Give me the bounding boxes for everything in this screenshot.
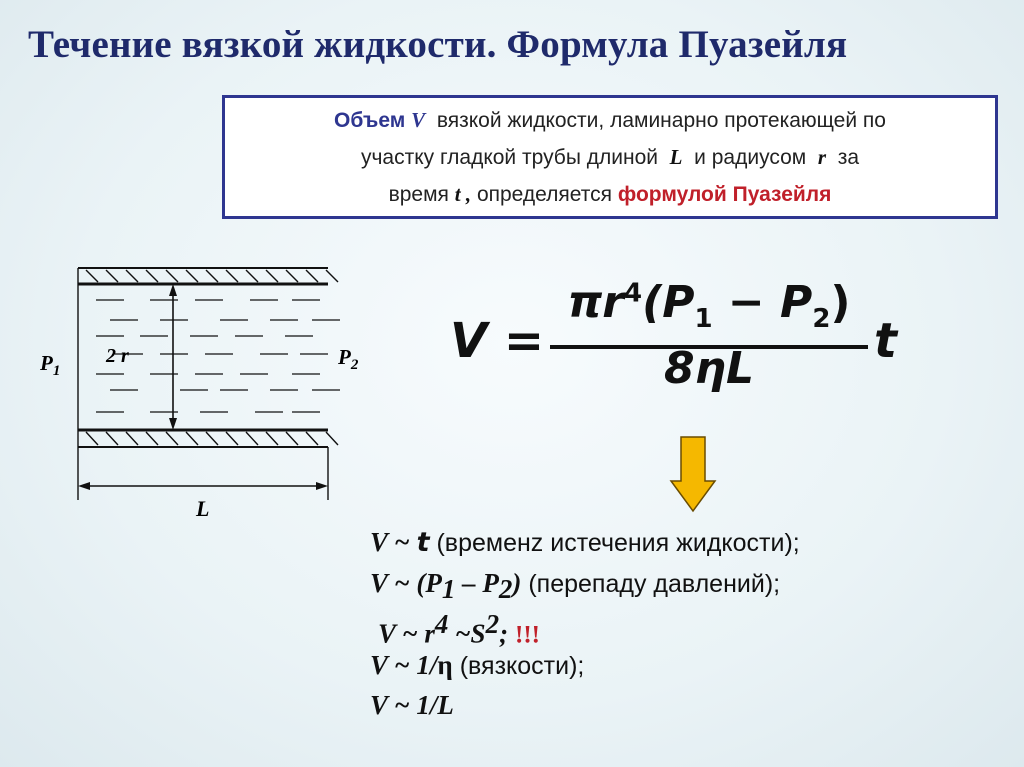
- down-arrow-icon: [668, 435, 718, 515]
- relation-radius: V ~ $r^4$ $\sim S^2$; !!!: [378, 609, 541, 649]
- definition-text-5: время: [388, 183, 449, 206]
- decor-line: [266, 270, 278, 282]
- emphasis-marks: !!!: [515, 621, 541, 649]
- definition-lead: Объем: [334, 109, 406, 132]
- definition-text-1: вязкой жидкости, ламинарно протекающей по: [436, 109, 886, 132]
- decor-line: [166, 432, 178, 445]
- decor-line: [106, 270, 118, 282]
- definition-text-6: определяется: [476, 183, 612, 206]
- relation-time: V ~ t (временz истечения жидкости);: [370, 527, 800, 558]
- slide-title: Течение вязкой жидкости. Формула Пуазейля: [28, 23, 848, 66]
- p1-label: $P_1$: [40, 351, 61, 379]
- decor-line: [146, 432, 158, 445]
- formula-time: t: [874, 313, 897, 369]
- decor-line: [186, 432, 198, 445]
- decor-line: [286, 270, 298, 282]
- volume-symbol: V: [411, 108, 426, 132]
- p2-label: $P_2$: [338, 345, 359, 373]
- pipe-bottom-wall: [78, 430, 338, 447]
- decor-line: [206, 270, 218, 282]
- definition-text-2: участку гладкой трубы длиной: [360, 146, 658, 169]
- definition-line-3: [225, 176, 995, 213]
- decor-line: [226, 432, 238, 445]
- decor-line: [286, 432, 298, 445]
- length-symbol: L: [669, 145, 683, 169]
- pipe-diagram: [30, 262, 375, 527]
- decor-line: [306, 432, 318, 445]
- pipe-top-wall: [78, 268, 338, 284]
- decor-line: [86, 270, 98, 282]
- relation-pressure: V ~ $(P_1 - P_2)$ (перепаду давлений);: [370, 568, 781, 604]
- decor-line: [326, 432, 338, 445]
- poiseuille-highlight: формулой Пуазейля: [617, 183, 832, 206]
- decor-line: [206, 432, 218, 445]
- decor-line: [186, 270, 198, 282]
- length-arrow: [78, 482, 328, 490]
- formula-denominator: 8ηL: [664, 343, 754, 394]
- diameter-label: 2 r: [106, 345, 129, 367]
- relation-length: V ~ 1/L: [370, 690, 454, 720]
- length-label: L: [196, 496, 210, 521]
- definition-text-3: и радиусом: [694, 146, 807, 169]
- relation-viscosity: V ~ 1/η (вязкости);: [370, 650, 585, 680]
- radius-symbol: r: [817, 145, 827, 169]
- definition-box: [222, 95, 998, 219]
- decor-line: [106, 432, 118, 445]
- poiseuille-formula: [450, 277, 910, 405]
- diameter-arrow: [169, 284, 177, 430]
- decor-line: [226, 270, 238, 282]
- definition-line-2: [225, 139, 995, 176]
- time-symbol: t ,: [454, 182, 472, 206]
- decor-line: [146, 270, 158, 282]
- decor-line: [86, 432, 98, 445]
- definition-line-1: [225, 102, 995, 139]
- formula-numerator: $\pi r^4(P_1 - P_2)$: [567, 277, 851, 334]
- decor-line: [246, 270, 258, 282]
- decor-line: [246, 432, 258, 445]
- decor-line: [326, 270, 338, 282]
- decor-line: [266, 432, 278, 445]
- definition-text-4: за: [837, 146, 860, 169]
- fluid-lines: [96, 300, 340, 412]
- decor-line: [126, 432, 138, 445]
- decor-line: [166, 270, 178, 282]
- decor-line: [306, 270, 318, 282]
- decor-line: [126, 270, 138, 282]
- formula-lhs: V =: [450, 313, 545, 369]
